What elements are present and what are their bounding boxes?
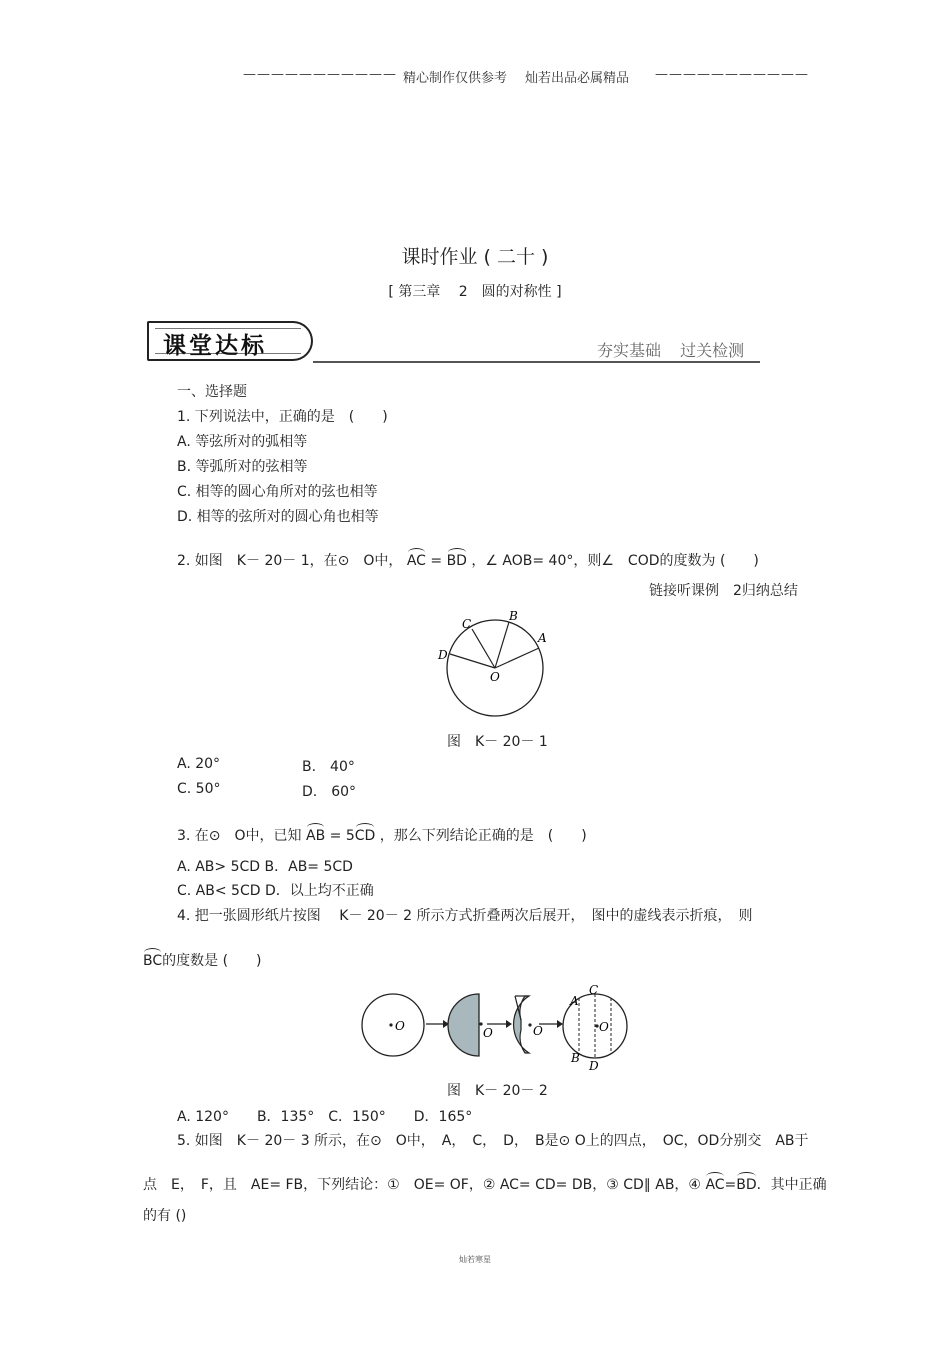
q4-line-2	[143, 950, 262, 970]
q5-text-c: ．其中正确	[756, 1177, 827, 1193]
banner-rule	[313, 361, 760, 363]
fig2-label-a: A	[570, 994, 579, 1008]
section-banner	[147, 321, 313, 361]
fig2-center-1	[389, 1023, 392, 1026]
q3-text-1: 3. 在⊙ O中，已知	[177, 828, 302, 844]
fig1-label-o: O	[490, 670, 500, 684]
q1-option-b: B. 等弧所对的弦相等	[177, 459, 308, 475]
q2-text-2: =	[430, 553, 443, 569]
q2-stem	[177, 550, 759, 570]
q2-option-d: D. 60°	[302, 784, 357, 800]
q5-arc-ac: AC	[705, 1177, 725, 1193]
figure-1-caption: 图 K－ 20－ 1	[447, 734, 548, 750]
q5-text-a: 点 E， F，且 AE= FB，下列结论：① OE= OF，② AC= CD= DB，③ CD∥ AB，④	[143, 1177, 701, 1193]
fig2-label-o2: O	[483, 1026, 493, 1040]
fig1-radius-ob	[495, 622, 509, 668]
q3-text-2: = 5	[329, 828, 355, 844]
q2-note: 链接听课例 2归纳总结	[649, 583, 798, 599]
fig2-folded-piece	[514, 996, 529, 1053]
q3-stem	[177, 825, 587, 845]
q2-text-1: 2. 如图 K－ 20－ 1，在⊙ O中，	[177, 553, 403, 569]
fig2-label-o3: O	[533, 1024, 543, 1038]
q5-line-1: 5. 如图 K－ 20－ 3 所示，在⊙ O中， A， C， D， B是⊙ O上的四点， OC，OD分别交 AB于	[177, 1133, 809, 1149]
fig1-label-d: D	[438, 648, 448, 662]
q4-line-1: 4. 把一张圆形纸片按图 K－ 20－ 2 所示方式折叠两次后展开， 图中的虚线表示折痕， 则	[177, 908, 753, 924]
fig2-label-c: C	[589, 983, 599, 997]
q2-option-c: C. 50°	[177, 781, 221, 797]
q2-arc-ac: AC	[406, 553, 426, 569]
q2-arc-bd: BD	[446, 553, 467, 569]
q5-line-3: 的有 ()	[143, 1208, 187, 1224]
q3-text-3: ，那么下列结论正确的是 ( )	[379, 828, 587, 844]
q3-arc-ab: AB	[306, 828, 326, 844]
page-subtitle: [ 第三章 2 圆的对称性 ]	[388, 284, 562, 300]
fig1-label-a: A	[538, 631, 547, 645]
figure-k-20-1	[430, 606, 555, 721]
q5-line-2	[143, 1174, 827, 1194]
q2-option-b: B. 40°	[302, 759, 355, 775]
q3-options-cd: C. AB< 5CD D．以上均不正确	[177, 883, 374, 899]
header-dashes-right: ———————————	[655, 67, 809, 82]
q2-text-3: ，∠ AOB= 40°，则∠ COD的度数为 ( )	[471, 553, 759, 569]
fig2-label-b: B	[571, 1051, 580, 1065]
q1-stem: 1. 下列说法中，正确的是 ( )	[177, 409, 388, 425]
fig2-circle-1	[362, 994, 424, 1056]
fig1-label-c: C	[462, 617, 472, 631]
q3-arc-cd: CD	[354, 828, 376, 844]
header-dashes-left: ———————————	[243, 67, 397, 82]
fig2-label-o1: O	[395, 1019, 405, 1033]
fig1-label-b: B	[509, 609, 518, 623]
q3-options-ab: A. AB> 5CD B．AB= 5CD	[177, 859, 353, 875]
q1-option-a: A. 等弦所对的弧相等	[177, 434, 308, 450]
q4-arc-bc: BC	[143, 953, 163, 969]
q1-option-d: D. 相等的弦所对的圆心角也相等	[177, 509, 379, 525]
header-text-left: 精心制作仅供参考	[403, 71, 508, 86]
fig2-label-d: D	[589, 1059, 599, 1073]
q1-option-c: C. 相等的圆心角所对的弦也相等	[177, 484, 378, 500]
page-title: 课时作业 ( 二十 )	[401, 246, 549, 268]
fig2-label-o4: O	[599, 1020, 609, 1034]
figure-k-20-2	[355, 980, 635, 1075]
banner-right-text: 夯实基础 过关检测	[597, 341, 745, 360]
q4-text-2: 的度数是 ( )	[162, 953, 262, 969]
fig1-radius-oa	[495, 648, 539, 668]
figure-2-caption: 图 K－ 20－ 2	[447, 1083, 548, 1099]
page-footer: 灿若寒星	[459, 1255, 491, 1264]
section-heading: 一、选择题	[177, 384, 247, 400]
header-text-right: 灿若出品必属精品	[525, 71, 630, 86]
banner-label: 课堂达标	[163, 333, 267, 359]
q5-arc-bd: BD	[736, 1177, 757, 1193]
q4-options: A. 120° B．135° C．150° D．165°	[177, 1109, 473, 1125]
q5-text-b: =	[724, 1177, 737, 1193]
fig2-half-circle	[448, 994, 479, 1056]
q2-option-a: A. 20°	[177, 756, 221, 772]
